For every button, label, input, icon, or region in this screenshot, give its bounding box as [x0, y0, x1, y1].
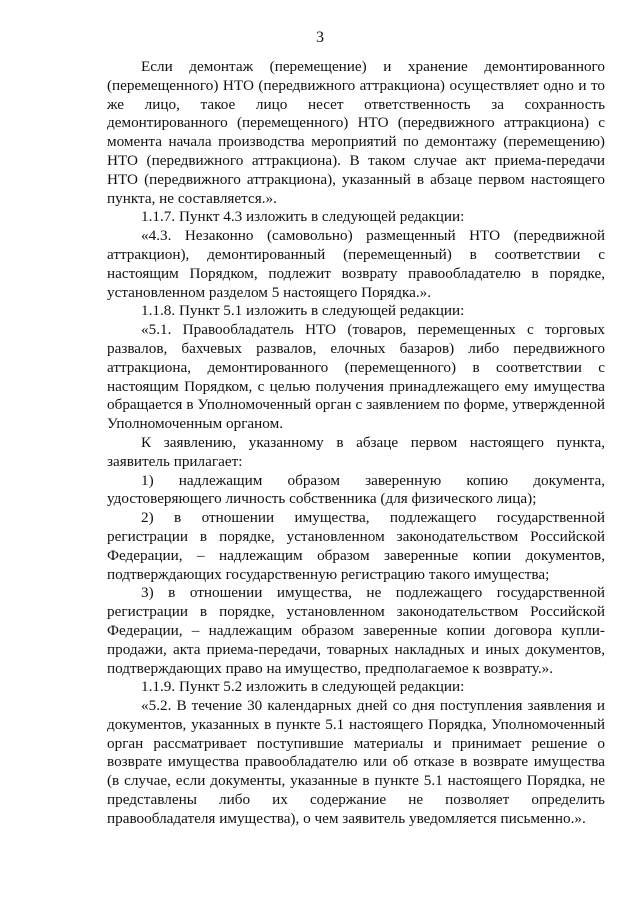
paragraph-dismantling-responsibility: Если демонтаж (перемещение) и хранение демонтированного (перемещенного) НТО (передвижного аттракциона) осуществляет одно и то же лицо, такое лицо несет ответственность за сохранность демонтированного (перемещенного) НТО (передвижного аттракциона) с момента начала производства мероприятий по демонтажу (перемещению) НТО (передвижного аттракциона). В таком случае акт приема-передачи НТО (передвижного аттракциона), указанный в абзаце первом настоящего пункта, не составляется.». [107, 58, 605, 207]
document-body [107, 58, 605, 829]
paragraph-attachment-3: 3) в отношении имущества, не подлежащего государственной регистрации в порядке, установленном законодательством Российской Федерации, – надлежащим образом заверенные копии договора купли-продажи, акта приема-передачи, товарных накладных и иных документов, подтверждающих право на имущество, предполагаемое к возврату.». [107, 584, 605, 677]
page-number: 3 [316, 29, 324, 46]
paragraph-attachment-2: 2) в отношении имущества, подлежащего государственной регистрации в порядке, установленном законодательством Российской Федерации, – надлежащим образом заверенные копии документов, подтверждающих государственную регистрацию такого имущества; [107, 509, 605, 583]
paragraph-5-2-text: «5.2. В течение 30 календарных дней со дня поступления заявления и документов, указанных в пункте 5.1 настоящего Порядка, Уполномоченный орган рассматривает поступившие материалы и принимает решение о возврате имущества правообладателю или об отказе в возврате имущества (в случае, если документы, указанные в пункте 5.1 настоящего Порядка, не представлены либо их содержание не позволяет определить правообладателя имущества), о чем заявитель уведомляется письменно.». [107, 697, 605, 827]
paragraph-1-1-9-heading: 1.1.9. Пункт 5.2 изложить в следующей редакции: [141, 678, 465, 696]
paragraph-attachments-intro: К заявлению, указанному в абзаце первом настоящего пункта, заявитель прилагает: [107, 433, 605, 470]
paragraph-4-3-text: «4.3. Незаконно (самовольно) размещенный НТО (передвижной аттракцион), демонтированный (перемещенный) в соответствии с настоящим Порядком, подлежит возврату правообладателю в порядке, установленном разделом 5 настоящего Порядка.». [107, 227, 605, 301]
paragraph-attachment-1: 1) надлежащим образом заверенную копию документа, удостоверяющего личность собственника (для физического лица); [107, 471, 605, 508]
paragraph-5-1-text: «5.1. Правообладатель НТО (товаров, перемещенных с торговых развалов, бахчевых развалов, елочных базаров) либо передвижного аттракциона, демонтированного (перемещенного) в соответствии с настоящим Порядком, с целью получения принадлежащего ему имущества обращается в Уполномоченный орган с заявлением по форме, утвержденной Уполномоченным органом. [107, 321, 605, 433]
paragraph-1-1-7-heading: 1.1.7. Пункт 4.3 изложить в следующей редакции: [141, 208, 465, 226]
paragraph-1-1-8-heading: 1.1.8. Пункт 5.1 изложить в следующей редакции: [141, 302, 465, 320]
